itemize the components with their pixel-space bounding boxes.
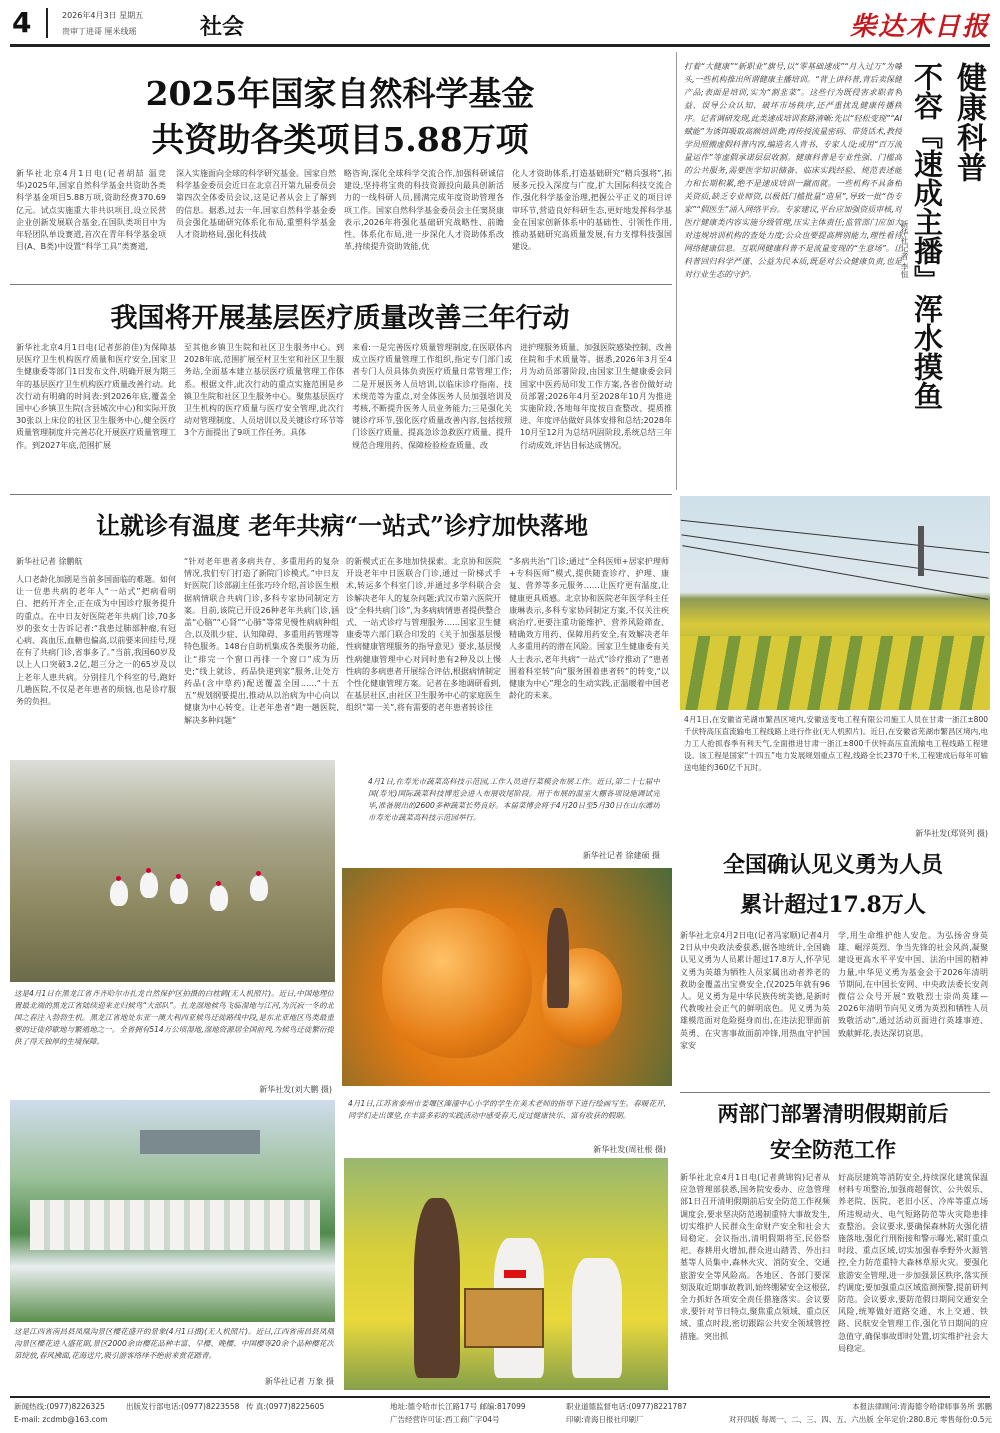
sidebar-body: 打着“大健康”“新职业”旗号,以“零基础速成”“月入过万”为噱头,一些机构推出所谓健康主播培训。“背上讲科普,背后卖保健产品;表面是培训,实为“割韭菜”。这些行为既侵害求职者利益、误导公众认知、破坏市场秩序,还严重扰乱健康传播秩序。记者调研发现,此类速成培训套路清晰:先以“轻松变现”“AI赋能”为诱饵吸取高额培训费;再传授流量密码、带货话术,教授学员照搬虚假科普内容,编造名人背书、专家人设;或用“百万流量运作”等虚假承诺层层收割。健康科普是专业性强、门槛高的公共服务,需要医学知识储备、临床实践经验、规范表述能力和长期积累,绝不是速成培训一蹴而就。一些机构不具备相关资质,缺乏专业师资,以极低门槛批量“造星”,导致一批“伪专家”“假医生”涌入网络平台。专家建议,平台应加强资质审核,对医疗健康类内容实施分级管理,压实主体责任;监管部门应加大对违规培训机构的查处力度;公众也要提高辨别能力,理性看待网络健康信息。互联网健康科普不是流量变现的“生意场”。让科普回归科学严谨、公益为民本质,既是对公众健康负责,也是对行业生态的守护。 xyxy=(684,62,902,279)
article2-col1: 新华社北京4月1日电(记者彭韵佳)为保障基层医疗卫生机构医疗质量和医疗安全,国家卫生健康委等部门1日发布文件,明确开展为期三年的基层医疗卫生机构医疗质量改善行动。此次行动有明确的时间表:到2026年底,覆盖全国中心乡镇卫生院(含县城次中心)和实际开放30张以上床位的社区卫生服务中心,健全医疗质量管理制度并完善芯化开展医疗质量管理工作。到2027年底,范围扩展 xyxy=(16,343,176,450)
cherry-blossom-trees xyxy=(30,1200,320,1250)
separator xyxy=(10,494,672,495)
article1-col4: 化人才资助体系,打造基础研究“精兵强将”,拓展多元投入深度与广度,扩大国际科技交流合作,强化科学基金治理,把握公平正义的项目评审环节,营造良好科研生态,更好地发挥科学基金在国家创新体系中的基础性、引领性作用,推动基础研究高质量发展,有力支撑科技强国建设。 xyxy=(512,169,672,252)
footer-fax: 传 真:(0977)8225605 xyxy=(246,1402,325,1411)
photo-power-line xyxy=(680,496,990,710)
power-wire xyxy=(682,545,987,600)
footer-publisher: 出版发行部电话:(0977)8223558 xyxy=(126,1402,240,1411)
crane-head xyxy=(176,874,181,879)
crane-bird xyxy=(250,875,268,901)
masthead-rule xyxy=(10,44,990,47)
student-figure xyxy=(572,1258,622,1378)
masthead-divider xyxy=(46,8,48,38)
article4-title-line2: 累计超过17.8万人 xyxy=(740,892,926,918)
issue-date: 2026年4月3日 星期五 xyxy=(62,11,144,20)
crane-head xyxy=(116,876,121,881)
masthead-slogan: 贵审丁进哥 厘米线瑶 xyxy=(62,27,137,36)
crane-bird xyxy=(110,880,128,906)
separator xyxy=(10,284,672,285)
photo-cranes-caption: 这是4月1日在黑龙江省齐齐哈尔市扎龙自然保护区拍摄的白枕鹤(无人机照片)。近日,中国地理位置最北端的黑龙江省陆续迎来北归候鸟“大部队”。扎龙湿地候鸟飞临湿地与江河,为沉寂一冬的北国之春注入勃勃生机。黑龙江省地处东亚一澳大利西亚候鸟迁徙路线中段,是东北亚地区鸟类最重要的迁徙停歇地与繁殖地之一。全省拥有514万公顷湿地,湿地资源居全国前列,为候鸟迁徙繁衍提供了得天独厚的生境保障。 xyxy=(14,989,334,1046)
footer-address: 地址:德令哈市长江路17号 邮编:817099 xyxy=(390,1402,526,1411)
article3-title: 让就诊有温度 老年共病“一站式”诊疗加快落地 xyxy=(96,511,588,540)
photo-cranes-credit: 新华社发(刘大鹏 摄) xyxy=(259,1085,332,1094)
photo-pumpkin xyxy=(342,868,672,1086)
red-scarf xyxy=(504,1270,526,1278)
carved-pumpkin xyxy=(382,908,532,1058)
separator xyxy=(680,1092,990,1093)
crane-bird xyxy=(140,872,158,898)
article1-title-line1: 2025年国家自然科学基金 xyxy=(145,74,535,113)
photo-park xyxy=(10,1100,335,1322)
photo-park-credit: 新华社记者 万象 摄 xyxy=(264,1377,334,1386)
article5-title-line2: 安全防范工作 xyxy=(770,1137,896,1162)
article1-col3: 略咨询,深化全球科学交流合作,加强科研诚信建设,坚持将宝贵的科技资源投向最具创新活力的一线科研人员,圆满完成年度资助管理各项工作。国家自然科学基金委员会主任窦贤康表示,2026年将强化基础研究战略性、前瞻性、体系化布局,进一步深化人才资助体系改革,持续提升资助效能,优 xyxy=(344,169,504,252)
article3-col4: “多病共治”门诊;通过“全科医师+居家护理师+专科医师”模式,提供随查诊疗、护理、康复、营养等多元服务……让医疗更有温度,让健康更具质感。北京协和医院老年医学科主任康琳表示,多科专家协同制定方案,不仅关注疾病治疗,更要注重功能维护、营养风险筛查、精确效方用药、保障用药安全,有效解决老年人多重用药的潜在风险。国家卫生健康委有关人士表示,老年共病“一站式”诊疗推动了“患者围着科室转”向“服务围着患者转”的转变,“以健康为中心”理念的生动实践,正温暖着中国老龄化的未来。 xyxy=(509,557,669,701)
power-worker xyxy=(918,526,924,576)
footer-job-phone: 职业道德监督电话:(0977)8221787 xyxy=(566,1402,687,1411)
article2-col3: 来看:一是完善医疗质量管理制度,在医联体内成立医疗质量管理工作组织,指定专门部门或者专门人员具体负责医疗质量日常管理工作;二是开展医务人员培训,以临床诊疗指南、技术规范等为重点,对全体医务人员加强培训及考核,不断提升医务人员业务能力;三是强化关键诊疗环节,强化医疗质量改善内容,包括按照门诊医疗质量、提高急诊急救医疗质量、提升规范合理用药、保障检验检查质量、改 xyxy=(352,343,512,450)
teacher-figure xyxy=(414,1198,460,1378)
park-building xyxy=(140,1130,260,1154)
article2-title: 我国将开展基层医疗质量改善三年行动 xyxy=(110,303,570,334)
worker-figure xyxy=(547,908,569,1008)
article1-col1: 新华社北京4月1日电(记者胡喆 温竞华)2025年,国家自然科学基金共资助各类科学基金项目5.88万项,资助经费370.69亿元。试点实施重大非共识项目,设立民营企业创新发展联合基金,在国队类项目中为年轻团队单设赛道,首次在青年科学基金项目(A、B类)中设置“科学工具”类赛道, xyxy=(16,169,166,252)
footer-hotline: 新闻热线:(0977)8226325 xyxy=(14,1402,105,1411)
footer-ad-license: 广告经营许可证:西工商广字04号 xyxy=(390,1415,500,1424)
crane-head xyxy=(146,868,151,873)
article2-col2: 至其他乡镇卫生院和社区卫生服务中心。到2028年底,范围扩展至村卫生室和社区卫生服务站,全面基本建立基层医疗质量管理工作体系。根据文件,此次行动的重点实施范围是乡镇卫生院和社区卫生服务中心。聚焦基层医疗卫生机构的医疗质量与医疗安全管理,此次行动对管理制度、人员培训以及关键诊疗环节等3个方面提出了9项工作任务。具体 xyxy=(184,343,344,438)
sidebar-byline: 新华社记者 李恒 xyxy=(900,220,909,279)
article5-title-line1: 两部门部署清明假期前后 xyxy=(717,1101,949,1126)
footer-legal: 本报法律顾问:青海德令哈律师事务所 郭鹏 xyxy=(852,1402,992,1411)
page-number: 4 xyxy=(12,6,32,39)
photo-pumpkin-credit: 新华社记者 徐建硕 摄 xyxy=(582,851,660,860)
photo-pumpkin-caption: 4月1日,在寿光市蔬菜高科技示范园,工作人员进行菜模会布展工作。近日,第二十七届中国(寿光)国际蔬菜科技博览会进入布展收尾阶段。用于布展的温室大棚各项设施调试完毕,准备展出的2600多种蔬菜长势良好。本届菜博会将于4月20日至5月30日在山东潍坊市寿光市蔬菜高科技示范园举行。 xyxy=(368,777,660,822)
article5-col1: 新华社北京4月1日电(记者黄锦钩)记者从应急管理部获悉,国务院安委办、应急管理部1日召开清明假期前后安全防范工作视频调度会,要求坚决防范遏制重特大事故发生,切实维护人民群众生命财产安全和社会大局稳定。会议指出,清明假期将至,民俗祭祀、春耕用火增加,群众进山踏青、外出扫墓等人员集中,森林火灾、消防安全、交通旅游安全等风险高。各地区、各部门要深刻汲取近期事故教训,始终绷紧安全这根弦,全力抓好各项安全责任措施落实。会议要求,要针对节日特点,聚焦重点领域、重点区域、重点时段,密切跟踪公共安全领域管控措施。突出抓 xyxy=(680,1173,830,1341)
rapeseed-field xyxy=(680,636,990,710)
easel-board xyxy=(464,1288,544,1348)
photo-students-caption: 4月1日,江苏省泰州市姜堰区溱潼中心小学的学生在美术老师的指导下进行绘画写生。春暖花开,同学们走出课堂,在丰富多彩的实践活动中感受春天,度过健康快乐、富有收获的假期。 xyxy=(348,1099,666,1120)
crane-head xyxy=(256,871,261,876)
photo-students-credit: 新华社发(周社根 摄) xyxy=(593,1145,666,1154)
footer-rule xyxy=(10,1396,990,1398)
article5-col2: 好高层建筑等消防安全,持续深化建筑保温材料专项整治,加强商超餐饮、公共娱乐、养老院、医院、老旧小区、冷库等重点场所违规动火、电气短路防范等火灾隐患排查整治。会议要求,要确保森林防火强化措施落地,强化行刑衔接和警示曝光,紧盯重点时段、重点区域,切实加强春季野外火源管控,全力防范重特大森林草原火灾。要强化旅游安全管理,进一步加强景区秩序,落实预约调度;要加强重点区域监测预警,提前研判防范。会议要求,要防范假日期间交通安全风险,统筹做好道路交通、水上交通、铁路、民航安全管理工作,强化节日期间的应急值守,确保事故即时处置,切实维护社会大局稳定。 xyxy=(838,1173,988,1353)
column-rule xyxy=(676,52,677,490)
article1-col2: 深入实施面向全球的科学研究基金。国家自然科学基金委员会近日在北京召开第九届委员会第四次全体委员会议,这是记者从会上了解到的信息。据悉,过去一年,国家自然科学基金委员会强化基础研究体系化布局,重塑科学基金人才资助格局,强化科技战 xyxy=(176,169,336,240)
article4-title-line1: 全国确认见义勇为人员 xyxy=(722,852,943,878)
article3-col3: 的新模式正在多地加快探索。北京协和医院开设老年中日医联合门诊,通过一阶梯式手术,转运多个科室门诊,并通过多学科联合会诊解决老年人的复杂问题;武汉市第六医院开设“全科共病门诊”,为多病病情患者提供整合式、一站式诊疗与管理服务……国家卫生健康委等六部门联合印发的《关于加强基层慢性病健康管理服务的指导意见》要求,基层慢性病健康管理中心对同时患有2种及以上慢性病的多病患者开展综合评估,根据病情制定个性化健康管理方案。记者在多地调研看到,在基层社区,由社区卫生服务中心的家庭医生组织“第一关”,将有需要的老年患者转诊往 xyxy=(346,557,501,713)
photo-power-caption: 4月1日,在安徽省芜湖市繁昌区境内,安徽送变电工程有限公司施工人员在甘肃一浙江±800千伏特高压直流输电工程线路上进行作业(无人机照片)。近日,在安徽省芜湖市繁昌区境内,电力工人抢抓春季有利天气,全面推进甘肃一浙江±800千伏特高压直流输电工程线路工程建设。该工程是国家“十四五”电力发展规划重点工程,线路全长2370千米,工程建成后每年可输送电能约360亿千瓦时。 xyxy=(684,715,988,772)
photo-students xyxy=(344,1158,668,1390)
crane-head xyxy=(216,881,221,886)
photo-power-credit: 新华社发(郑贤列 摄) xyxy=(915,829,988,838)
power-wire xyxy=(681,520,989,553)
crane-bird xyxy=(210,885,228,911)
section-name: 社会 xyxy=(200,14,245,40)
newspaper-logo: 柴达木日报 xyxy=(849,12,990,42)
footer-email: E-mail: zcdmb@163.com xyxy=(14,1415,108,1424)
article4-col1: 新华社北京4月2日电(记者冯家顺)记者4月2日从中央政法委获悉,据各地统计,全国确认见义勇为人员累计超过17.8万人,怀孕见义勇为英雄为牺牲人员家属出动者养老的救助金覆盖出宝费安全,仅2025年就有96人。见义勇为是中华民族传统美德,是新时代教唆社会正气的鲜明底色。见义勇为英雄模范面对危险挺身而出,在违法犯罪面前英勇、在灾害事故面前冲锋,用热血守护国家安 xyxy=(680,931,830,1050)
footer-printing: 印刷:青海日报社印刷厂 xyxy=(566,1415,644,1424)
crane-bird xyxy=(170,878,188,904)
article3-col1: 人口老龄化加剧是当前多国面临的难题。如何让一位患共病的老年人“一站式”把病看明白、把药开齐全,正在成为中国诊疗服务提升的重点。在中日友好医院老年共病门诊,70多岁的张女士告诉记者:“我患过肺部肿瘤,有冠心病、高血压,血糖也偏高,以前要来回挂号,现在有了共病门诊,省事多了。”当前,我国60岁及以上人口突破3.2亿,超三分之一的65岁及以上老年人患共病。分别挂几个科室的号,跑好几趟医院,不仅是老年患者的烦恼,也是诊疗服务的负担。 xyxy=(16,575,176,707)
footer-price: 对开四版 每周一、二、三、四、五、六出版 全年定价:280.8元 零售每份:0.5元 xyxy=(728,1415,992,1424)
article1-title-line2: 共资助各类项目5.88万项 xyxy=(151,120,529,159)
article2-col4: 进护理服务质量、加强医院感染控制、改善住院和手术质量等。据悉,2026年3月至4月为动员部署阶段,由国家卫生健康委会同国家中医药局印发工作方案,各省份做好动员部署;2026年4月至2028年10月为推进实施阶段,各地每年度按自查整改、提质推进、年度评估做好具体安排和总结;2028年10月至12月为总结巩固阶段,系统总结三年行动成效,评估目标达成情况。 xyxy=(520,343,672,450)
sidebar-title-1: 健康科普 xyxy=(951,62,986,182)
article3-col2: “针对老年患者多病共存、多重用药的复杂情况,我们专门打造了新院门诊模式。”中日友好医院门诊部副主任张巧玲介绍,首诊医生根据病情联合共病门诊,多科专家协同制定方案。目前,该院已开设26种老年共病门诊,涵盖“心脑”“心肾”“心肺”等常见慢性病病种组合,以及肌少症、认知障碍、多重用药管理等特色服务。148台自助机集成各类服务功能,让“排完一个窗口再排一个窗口”成为历史;“线上就诊、药品快递到家”服务,让处方药品(含中草药)配送覆盖全国……“十五五”规划纲要提出,推动从以治病为中心向以健康为中心转变。让老年患者“跑一趟医院,解决多种问题” xyxy=(184,557,339,725)
photo-cranes xyxy=(10,760,335,982)
photo-park-caption: 这是江西省南昌县凤凰沟景区樱花盛开的景象(4月1日摄)(无人机照片)。近日,江西省南昌县凤凰沟景区樱花进入盛花期,景区2000余亩樱花品种丰富、早樱、晚樱、中国樱等20余个品种樱花次第绽放,春风拂面,花海送片,吸引游客络绎不绝前来赏花踏青。 xyxy=(14,1327,334,1360)
article3-byline: 新华社记者 徐鹏航 xyxy=(16,557,83,566)
sidebar-title-2: 不容『速成主播』浑水摸鱼 xyxy=(910,62,944,410)
article4-col2: 学,用生命维护他人安危。为弘扬舍身英雄、崛浮英烈、争当先锋的社会风尚,凝聚建设更高水平平安中国、法治中国的精神力量,中华见义勇为基金会于2026年清明节期间,在中国长安网、中央政法委长安剑微信公众号开展“致敬烈士崇尚英雄—2026年清明节向见义勇为英烈和牺牲人员致敬活动”,通过活动页面进行英雄事迹、致献鲜花,表达深切哀思。 xyxy=(838,931,988,1038)
